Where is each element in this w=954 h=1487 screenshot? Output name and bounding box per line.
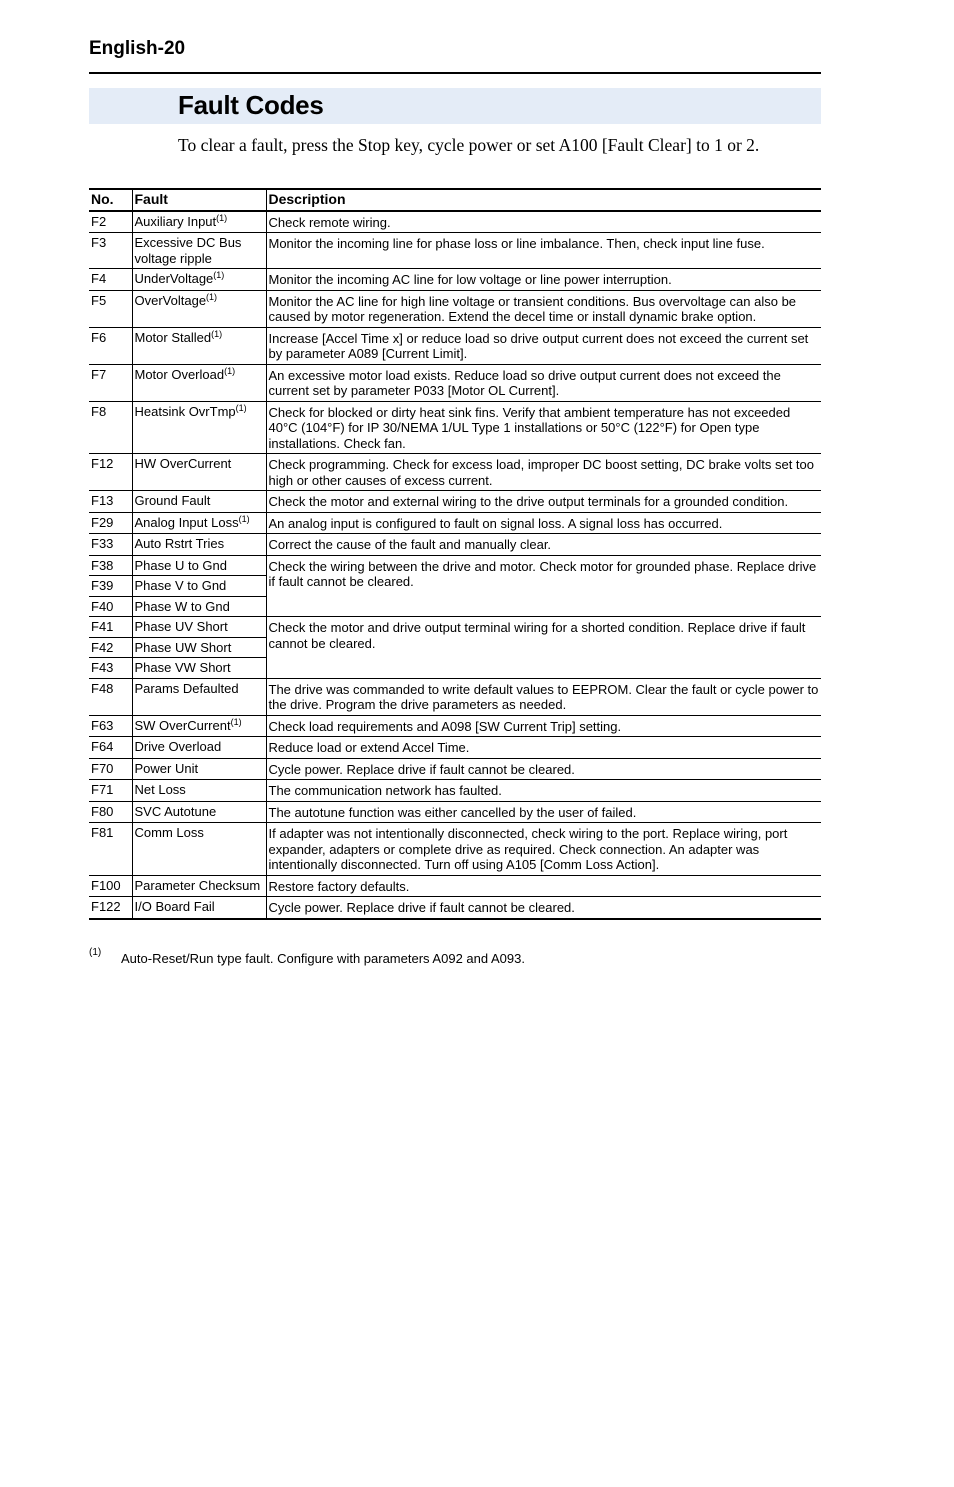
fault-name: [132, 290, 266, 327]
table-row: [89, 780, 821, 802]
fault-description: An excessive motor load exists. Reduce load so drive output current does not exceed the current set by parameter P033 [Motor OL Current].: [266, 364, 821, 401]
intro-paragraph: To clear a fault, press the Stop key, cycle power or set A100 [Fault Clear] to 1 or 2.: [178, 135, 760, 155]
fault-number: F6: [89, 327, 132, 364]
fault-name-text: Phase U to Gnd: [134, 557, 227, 573]
fault-description: Monitor the AC line for high line voltage or transient conditions. Bus overvoltage can also be caused by motor regeneration. Extend the decel time or install dynamic brake option.: [266, 290, 821, 327]
footnote-ref: (1): [216, 212, 228, 223]
fault-name-text: Excessive DC Bus voltage ripple: [134, 235, 242, 266]
table-header-row: [89, 189, 821, 211]
table-row: [89, 555, 821, 576]
fault-number: F42: [89, 637, 132, 658]
footnote-ref: (1): [213, 270, 225, 280]
fault-name-text: Parameter Checksum: [134, 877, 261, 893]
fault-name-text: Drive Overload: [134, 739, 222, 754]
fault-number: F41: [89, 617, 132, 638]
table-row: [89, 715, 821, 737]
fault-rows: [89, 211, 821, 919]
fault-number: F122: [89, 897, 132, 919]
table-row: [89, 678, 821, 715]
fault-number: F7: [89, 364, 132, 401]
fault-number: F3: [89, 233, 132, 269]
fault-name: [132, 715, 266, 737]
fault-name-text: SW OverCurrent: [134, 717, 231, 733]
fault-number: F12: [89, 454, 132, 491]
section-title-band: [89, 88, 821, 124]
fault-number: F71: [89, 780, 132, 802]
column-header-no: No.: [89, 189, 132, 211]
footnote-ref: (1): [206, 291, 218, 302]
fault-name-text: HW OverCurrent: [134, 456, 232, 471]
fault-number: F63: [89, 715, 132, 737]
fault-description: Cycle power. Replace drive if fault cannot be cleared.: [266, 897, 821, 919]
page-number-label: English-20: [89, 38, 186, 59]
fault-name: [132, 617, 266, 638]
fault-name-text: Params Defaulted: [134, 680, 239, 696]
column-header-description: Description: [266, 189, 821, 211]
fault-description: Cycle power. Replace drive if fault cannot be cleared.: [266, 758, 821, 780]
table-row: [89, 233, 821, 269]
fault-name: [132, 637, 266, 658]
fault-description: Monitor the incoming AC line for low voltage or line power interruption.: [266, 269, 821, 291]
fault-name: [132, 534, 266, 556]
section-title: Fault Codes: [178, 90, 324, 120]
footnote-mark: (1): [89, 947, 102, 958]
fault-description: Reduce load or extend Accel Time.: [266, 737, 821, 759]
fault-number: F70: [89, 758, 132, 780]
fault-name-text: Phase UW Short: [134, 639, 232, 655]
footnote-text: Auto-Reset/Run type fault. Configure with parameters A092 and A093.: [121, 951, 525, 966]
fault-name: [132, 897, 266, 919]
table-row: [89, 758, 821, 780]
fault-number: F8: [89, 401, 132, 454]
fault-name-text: Phase V to Gnd: [134, 578, 227, 593]
fault-number: F81: [89, 823, 132, 876]
header-rule: [89, 72, 821, 74]
fault-description: Check for blocked or dirty heat sink fins. Verify that ambient temperature has not exceeded 40°C (104°F) for IP 30/NEMA 1/UL Type 1 installations or 50°C (122°F) for Open type installations. Check fan.: [266, 401, 821, 454]
fault-name: [132, 596, 266, 617]
fault-name: [132, 454, 266, 491]
fault-name: [132, 233, 266, 269]
table-row: [89, 491, 821, 513]
fault-description: An analog input is configured to fault on signal loss. A signal loss has occurred.: [266, 512, 821, 534]
fault-number: F40: [89, 596, 132, 617]
fault-number: F39: [89, 576, 132, 597]
fault-description: Check the wiring between the drive and motor. Check motor for grounded phase. Replace drive if fault cannot be cleared.: [266, 555, 821, 617]
fault-name: [132, 823, 266, 876]
fault-name: [132, 758, 266, 780]
fault-codes-table: [89, 188, 821, 920]
footnote-ref: (1): [230, 716, 242, 727]
fault-name-text: I/O Board Fail: [134, 899, 215, 914]
table-row: [89, 269, 821, 291]
footnote-ref: (1): [235, 402, 247, 413]
fault-number: F38: [89, 555, 132, 576]
fault-name-text: Auto Rstrt Tries: [134, 536, 225, 551]
fault-number: F43: [89, 658, 132, 679]
fault-description: Restore factory defaults.: [266, 875, 821, 897]
table-row: [89, 823, 821, 876]
fault-name-text: OverVoltage: [134, 292, 207, 308]
fault-description: Check the motor and drive output terminal wiring for a shorted condition. Replace drive if fault cannot be cleared.: [266, 617, 821, 679]
fault-name-text: Phase UV Short: [134, 619, 228, 634]
fault-description: The communication network has faulted.: [266, 780, 821, 802]
fault-number: F80: [89, 801, 132, 823]
fault-description: Check load requirements and A098 [SW Current Trip] setting.: [266, 715, 821, 737]
fault-number: F4: [89, 269, 132, 291]
table-row: [89, 401, 821, 454]
column-header-fault: Fault: [132, 189, 266, 211]
fault-number: F2: [89, 211, 132, 233]
fault-description: Check the motor and external wiring to the drive output terminals for a grounded condition.: [266, 491, 821, 513]
fault-name: [132, 875, 266, 897]
table-row: [89, 454, 821, 491]
table-row: [89, 211, 821, 233]
fault-name: [132, 512, 266, 534]
table-row: [89, 801, 821, 823]
fault-name: [132, 780, 266, 802]
table-row: [89, 290, 821, 327]
fault-name: [132, 801, 266, 823]
fault-number: F29: [89, 512, 132, 534]
footnote-ref: (1): [224, 365, 236, 376]
fault-name: [132, 491, 266, 513]
fault-name: [132, 211, 266, 233]
fault-number: F48: [89, 678, 132, 715]
fault-name: [132, 401, 266, 454]
table-row: [89, 737, 821, 759]
fault-number: F33: [89, 534, 132, 556]
fault-name: [132, 576, 266, 597]
fault-name: [132, 678, 266, 715]
footnote-ref: (1): [211, 328, 223, 339]
table-row: [89, 534, 821, 556]
fault-description: Increase [Accel Time x] or reduce load so drive output current does not exceed the current set by parameter A089 [Current Limit].: [266, 327, 821, 364]
fault-name: [132, 658, 266, 679]
fault-name-text: Comm Loss: [134, 825, 204, 840]
fault-name-text: Net Loss: [134, 782, 186, 797]
fault-name: [132, 327, 266, 364]
table-row: [89, 617, 821, 638]
footnote-ref: (1): [238, 513, 250, 524]
fault-name-text: Ground Fault: [134, 493, 211, 508]
fault-description: Check remote wiring.: [266, 211, 821, 233]
table-row: [89, 875, 821, 897]
table-row: [89, 364, 821, 401]
fault-name-text: Motor Overload: [134, 366, 225, 382]
fault-description: Correct the cause of the fault and manually clear.: [266, 534, 821, 556]
fault-description: Monitor the incoming line for phase loss or line imbalance. Then, check input line fuse.: [266, 233, 821, 269]
fault-description: The autotune function was either cancelled by the user of failed.: [266, 801, 821, 823]
fault-name-text: Analog Input Loss: [134, 514, 239, 530]
fault-name: [132, 737, 266, 759]
fault-description: The drive was commanded to write default values to EEPROM. Clear the fault or cycle power to the drive. Program the drive parameters as needed.: [266, 678, 821, 715]
table-row: [89, 512, 821, 534]
fault-name-text: Auxiliary Input: [134, 213, 217, 229]
fault-number: F5: [89, 290, 132, 327]
fault-name-text: UnderVoltage: [134, 271, 214, 286]
fault-description: If adapter was not intentionally disconnected, check wiring to the port. Replace wiring, port expander, adapters or complete drive as required. Check connection. An adapter was intentionally disconnected. Turn off using A105 [Comm Loss Action].: [266, 823, 821, 876]
fault-name: [132, 364, 266, 401]
fault-name-text: Phase W to Gnd: [134, 598, 230, 614]
fault-name-text: Heatsink OvrTmp: [134, 403, 236, 419]
fault-name: [132, 269, 266, 291]
fault-name-text: SVC Autotune: [134, 803, 217, 819]
fault-number: F64: [89, 737, 132, 759]
fault-number: F100: [89, 875, 132, 897]
fault-name-text: Power Unit: [134, 760, 199, 776]
fault-name-text: Motor Stalled: [134, 329, 212, 345]
fault-number: F13: [89, 491, 132, 513]
fault-description: Check programming. Check for excess load, improper DC boost setting, DC brake volts set too high or other causes of excess current.: [266, 454, 821, 491]
fault-name: [132, 555, 266, 576]
table-row: [89, 897, 821, 919]
fault-name-text: Phase VW Short: [134, 660, 231, 675]
table-row: [89, 327, 821, 364]
